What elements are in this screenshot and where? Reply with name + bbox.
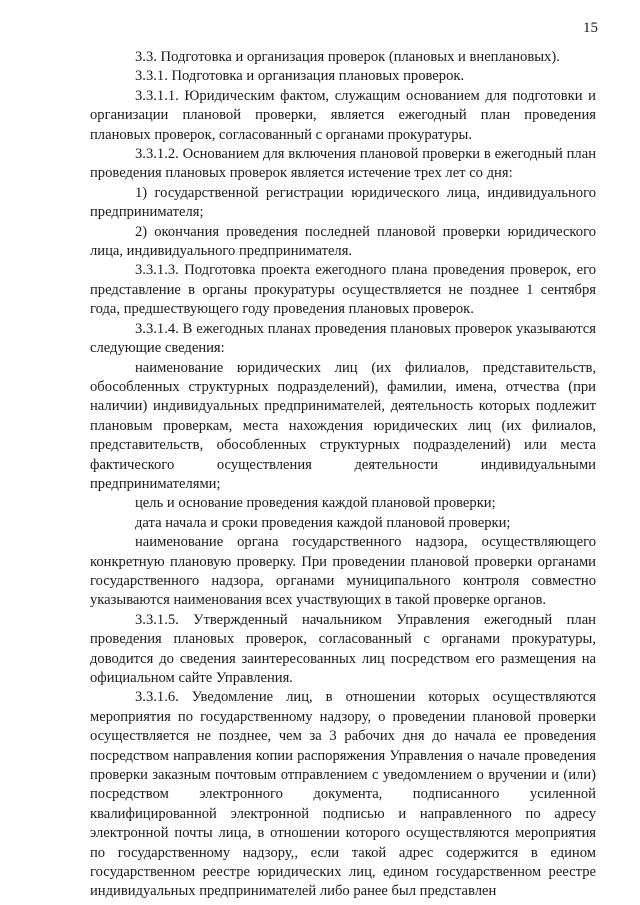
paragraph: 3.3.1.4. В ежегодных планах проведения плановых проверок указываются следующие сведения:: [90, 320, 596, 357]
paragraph: 3.3.1.6. Уведомление лиц, в отношении которых осуществляются мероприятия по государственному надзору, о проведении плановой проверки осуществляется не позднее, чем за 3 рабочих дня до начала ее проведения посредством направления копии распоряжения Управления о начале проведения проверки заказным почтовым отправлением с уведомлением о вручении и (или) посредством электронного документа, подписанного усиленной квалифицированной электронной подписью и направленного по адресу электронной почты лица, в отношении которого осуществляются мероприятия по государственному надзору,, если такой адрес содержится в едином государственном реестре юридических лиц, едином государственном реестре индивидуальных предпринимателей либо ранее был представлен: [90, 689, 596, 900]
section-heading: 3.3. Подготовка и организация проверок (плановых и внеплановых).: [135, 49, 560, 65]
page-number: 15: [583, 20, 598, 36]
list-item: цель и основание проведения каждой плановой проверки;: [135, 495, 496, 512]
list-item: 2) окончания проведения последней плановой проверки юридического лица, индивидуального предпринимателя.: [90, 223, 596, 260]
paragraph: 3.3.1.3. Подготовка проекта ежегодного плана проведения проверок, его представление в органы прокуратуры осуществляется не позднее 1 сентября года, предшествующего году проведения плановых проверок.: [90, 262, 596, 318]
list-item: наименование органа государственного надзора, осуществляющего конкретную плановую проверку. При проведении плановой проверки органами государственного надзора, органами муниципального контроля совместно указываются наименования всех участвующих в такой проверке органов.: [90, 534, 596, 609]
document-body: [90, 48, 596, 902]
list-item: дата начала и сроки проведения каждой плановой проверки;: [135, 514, 511, 531]
paragraph: 3.3.1.1. Юридическим фактом, служащим основанием для подготовки и организации плановой проверки, является ежегодный план проведения плановых проверок, согласованный с органами прокуратуры.: [90, 87, 596, 143]
paragraph: 3.3.1.5. Утвержденный начальником Управления ежегодный план проведения плановых проверок, согласованный с органами прокуратуры, доводится до сведения заинтересованных лиц посредством его размещения на официальном сайте Управления.: [90, 611, 596, 686]
paragraph: 3.3.1.2. Основанием для включения плановой проверки в ежегодный план проведения плановых проверок является истечение трех лет со дня:: [90, 146, 596, 182]
subsection-heading: 3.3.1. Подготовка и организация плановых проверок.: [135, 68, 465, 85]
list-item: наименование юридических лиц (их филиалов, представительств, обособленных структурных подразделений), фамилии, имена, отчества (при наличии) индивидуальных предпринимателей, деятельность которых подлежит плановым проверкам, места нахождения юридических лиц (их филиалов, представительств, обособленных структурных подразделений) или места фактического осуществления деятельности индивидуальными предпринимателями;: [90, 359, 596, 492]
list-item: 1) государственной регистрации юридического лица, индивидуального предпринимателя;: [90, 184, 596, 221]
